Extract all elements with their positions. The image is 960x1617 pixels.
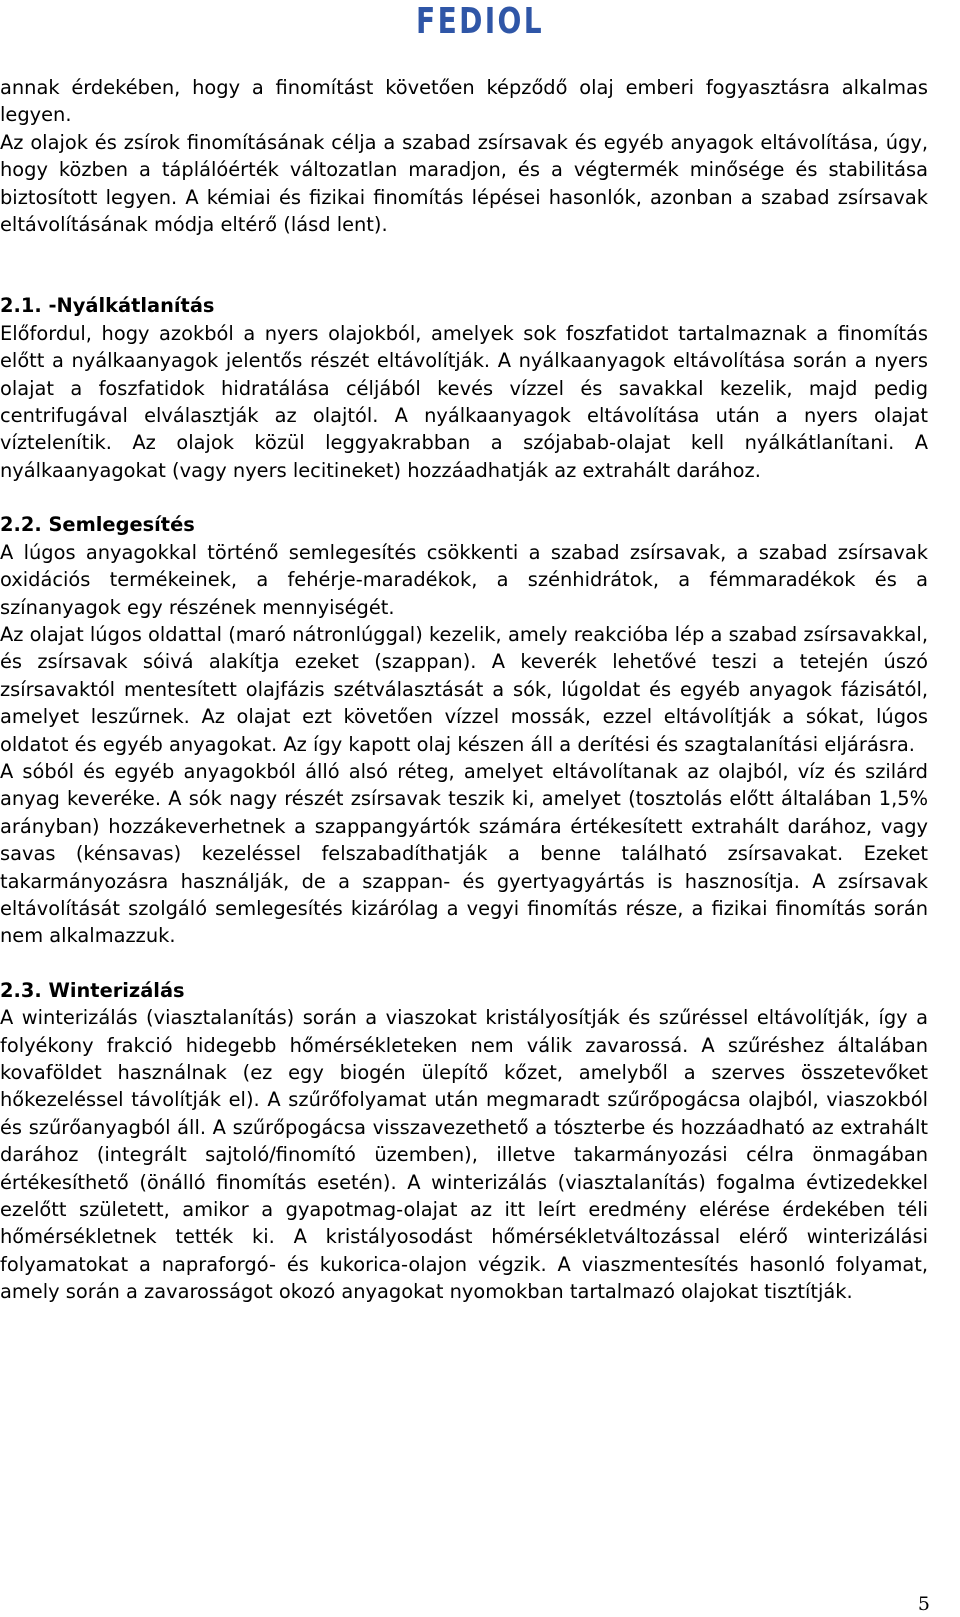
spacer — [0, 238, 928, 292]
spacer — [0, 484, 928, 511]
document-body — [0, 74, 928, 1306]
section-heading-neutralization: 2.2. Semlegesítés — [0, 513, 195, 537]
intro-paragraph-1: annak érdekében, hogy a finomítást követően képződő olaj emberi fogyasztásra alkalmas legyen. — [0, 76, 928, 127]
section-heading-winterization: 2.3. Winterizálás — [0, 978, 185, 1002]
neutralization-paragraph-1: A lúgos anyagokkal történő semlegesítés csökkenti a szabad zsírsavak, a szabad zsírsavak oxidációs termékeinek, a fehérje-maradékok, a szénhidrátok, a fémmaradékok és a színanyagok egy részének mennyiségét. — [0, 540, 928, 619]
section-heading-degumming: 2.1. -Nyálkátlanítás — [0, 294, 215, 318]
fediol-logo — [0, 2, 960, 42]
neutralization-paragraph-2: Az olajat lúgos oldattal (maró nátronlúggal) kezelik, amely reakcióba lép a szabad zsírsavakkal, és zsírsavak sóivá alakítja ezeket (szappan). A keverék lehetővé teszi a tetején úszó zsírsavaktól mentesített olajfázis szétválasztását a sók, lúgoldat és egyéb anyagok fázisától, amelyet leszűrnek. Az olajat ezt követően vízzel mossák, ezzel eltávolítják a sókat, lúgos oldatot és egyéb anyagokat. Az így kapott olaj készen áll a derítési és szagtalanítási eljárásra. — [0, 622, 928, 756]
degumming-paragraph: Előfordul, hogy azokból a nyers olajokból, amelyek sok foszfatidot tartalmaznak a finomítás előtt a nyálkaanyagok jelentős részét eltávolítják. A nyálkaanyagok eltávolítása során a nyers olajat a foszfatidok hidratálása céljából kevés vízzel és savakkal kezelik, majd pedig centrifugával elválasztják az olajtól. A nyálkaanyagok eltávolítása után a nyers olajat víztelenítik. Az olajok közül leggyakrabban a szójabab-olajat kell nyálkátlanítani. A nyálkaanyagokat (vagy nyers lecitineket) hozzáadhatják az extrahált darához. — [0, 321, 928, 482]
page-number: 5 — [917, 1593, 930, 1615]
spacer — [0, 950, 928, 977]
intro-paragraph-2: Az olajok és zsírok finomításának célja a szabad zsírsavak és egyéb anyagok eltávolítása, úgy, hogy közben a táplálóérték változatlan maradjon, és a végtermék minősége és stabilitása biztosított legyen. A kémiai és fizikai finomítás lépései hasonlók, azonban a szabad zsírsavak eltávolításának módja eltérő (lásd lent). — [0, 130, 928, 237]
logo-text: FEDIOL — [416, 1, 544, 42]
neutralization-paragraph-3: A sóból és egyéb anyagokból álló alsó réteg, amelyet eltávolítanak az olajból, víz és szilárd anyag keveréke. A sók nagy részét zsírsavak teszik ki, amelyet (tosztolás előtt általában 1,5% arányban) hozzákeverhetnek a szappangyártók számára értékesített extrahált darához, vagy savas (kénsavas) kezeléssel felszabadíthatják a benne található zsírsavakat. Ezeket takarmányozásra használják, de a szappan- és gyertyagyártás is hasznosítja. A zsírsavak eltávolítását szolgáló semlegesítés kizárólag a vegyi finomítás része, a fizikai finomítás során nem alkalmazzuk. — [0, 759, 928, 948]
winterization-paragraph: A winterizálás (viasztalanítás) során a viaszokat kristályosítják és szűréssel eltávolítják, így a folyékony frakció hidegebb hőmérsékleteken nem válik zavarossá. A szűréshez általában kovaföldet használnak (ez egy biogén ülepítő kőzet, amelyből a szerves összetevőket hőkezeléssel távolítják el). A szűrőfolyamat után megmaradt szűrőpogácsa olajból, viaszokból és szűrőanyagból áll. A szűrőpogácsa visszavezethető a tószterbe és hozzáadható az extrahált darához (integrált sajtoló/finomító üzemben), illetve takarmányozási célra önmagában értékesíthető (önálló finomítás esetén). A winterizálás (viasztalanítás) fogalma évtizedekkel ezelőtt született, amikor a gyapotmag-olajat az itt leírt eredmény elérése érdekében téli hőmérsékletnek tették ki. A kristályosodást hőmérsékletváltozással elérő winterizálási folyamatokat a napraforgó- és kukorica-olajon végzik. A viaszmentesítés hasonló folyamat, amely során a zavarosságot okozó anyagokat nyomokban tartalmazó olajokat tisztítják. — [0, 1006, 928, 1304]
